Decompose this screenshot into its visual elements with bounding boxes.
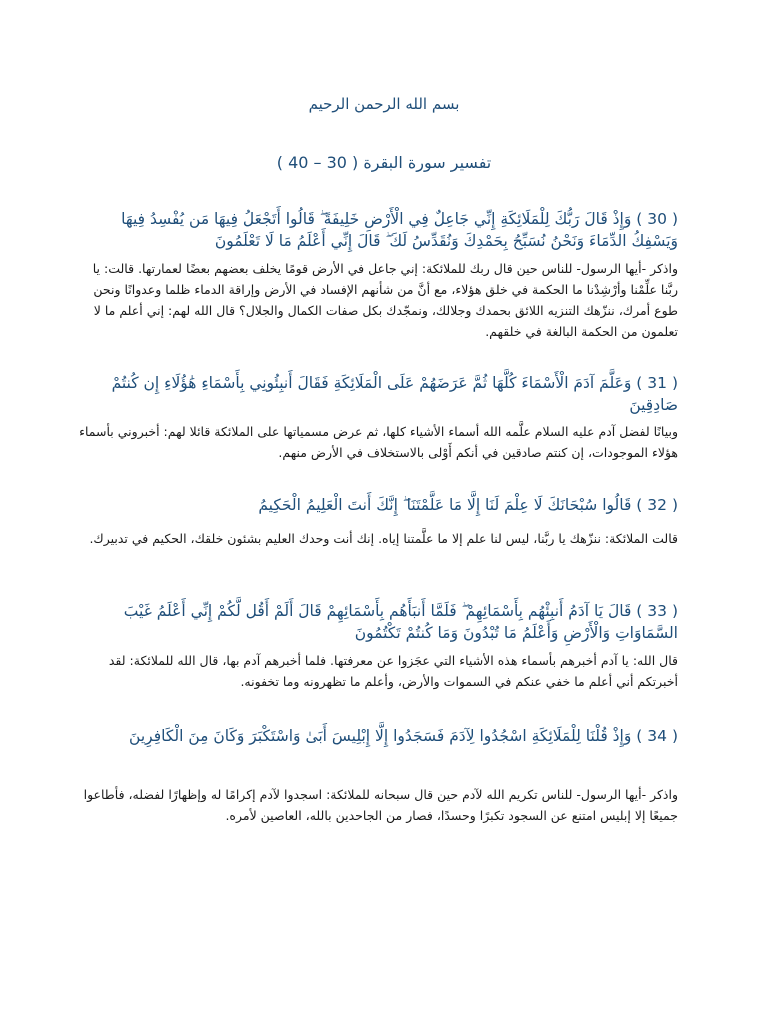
verse-text: وَإِذْ قُلْنَا لِلْمَلَائِكَةِ اسْجُدُوا لِآدَمَ فَسَجَدُوا إِلَّا إِبْلِيسَ أَبَىٰ وَاسْتَكْبَرَ وَكَانَ مِنَ الْكَافِرِينَ (129, 727, 632, 745)
verse-30 (78, 208, 678, 252)
page-title: تفسير سورة البقرة ( 30 – 40 ) (276, 153, 492, 172)
verse-text: قَالُوا سُبْحَانَكَ لَا عِلْمَ لَنَا إِلَّا مَا عَلَّمْتَنَا ۖ إِنَّكَ أَنتَ الْعَلِيمُ الْحَكِيمُ (258, 496, 632, 514)
verse-text: قَالَ يَا آدَمُ أَنبِئْهُم بِأَسْمَائِهِمْ ۖ فَلَمَّا أَنبَأَهُم بِأَسْمَائِهِمْ قَالَ أَلَمْ أَقُل لَّكُمْ إِنِّي أَعْلَمُ غَيْبَ السَّمَاوَاتِ وَالْأَرْضِ وَأَعْلَمُ مَا تُبْدُونَ وَمَا كُنتُمْ تَكْتُمُونَ (123, 602, 678, 642)
verse-number: ( 31 ) (636, 374, 678, 392)
verse-number: ( 33 ) (636, 602, 678, 620)
tafsir-32: قالت الملائكة: ننزّهك يا ربَّنا، ليس لنا علم إلا ما علَّمتنا إياه. إنك أنت وحدك العليم بشئون خلقك، الحكيم في تدبيرك. (89, 531, 678, 546)
verse-32 (78, 494, 678, 516)
tafsir-34: واذكر -أيها الرسول- للناس تكريم الله لآدم حين قال سبحانه للملائكة: اسجدوا لآدم إكرامًا له وإظهارًا لفضله، فأطاعوا جميعًا إلا إبليس امتنع عن السجود تكبرًا وحسدًا، فصار من الجاحدين بالله، العاصين لأمره. (83, 787, 678, 823)
verse-number: ( 30 ) (636, 210, 678, 228)
verse-34 (78, 725, 678, 747)
tafsir-30: واذكر -أيها الرسول- للناس حين قال ربك للملائكة: إني جاعل في الأرض قومًا يخلف بعضهم بعضًا لعمارتها. قالت: يا ربَّنا علِّمْنا وأرْشِدْنا ما الحكمة في خلق هؤلاء، مع أنَّ من شأنهم الإفساد في الأرض وإراقة الدماء ظلما وعدوانًا ونحن طوع أمرك، ننزّهك التنزيه اللائق بحمدك وجلالك، ونمجّدك بكل صفات الكمال والجلال؟ قال الله لهم: إني أعلم ما لا تعلمون من الحكمة البالغة في خلقهم. (92, 261, 678, 339)
tafsir-31: وبيانًا لفضل آدم عليه السلام علَّمه الله أسماء الأشياء كلها، ثم عرض مسمياتها على الملائكة قائلا لهم: أخبروني بأسماء هؤلاء الموجودات، إن كنتم صادقين في أنكم أَوْلى بالاستخلاف في الأرض منهم. (79, 424, 678, 460)
basmala: بسم الله الرحمن الرحيم (308, 95, 460, 113)
tafsir-33: قال الله: يا آدم أخبرهم بأسماء هذه الأشياء التي عجَزوا عن معرفتها. فلما أخبرهم آدم بها، قال الله للملائكة: لقد أخبرتكم أني أعلم ما خفي عنكم في السموات والأرض، وأعلم ما تظهرونه وما تخفونه. (108, 653, 678, 689)
verse-text: وَإِذْ قَالَ رَبُّكَ لِلْمَلَائِكَةِ إِنِّي جَاعِلٌ فِي الْأَرْضِ خَلِيفَةً ۖ قَالُوا أَتَجْعَلُ فِيهَا مَن يُفْسِدُ فِيهَا وَيَسْفِكُ الدِّمَاءَ وَنَحْنُ نُسَبِّحُ بِحَمْدِكَ وَنُقَدِّسُ لَكَ ۖ قَالَ إِنِّي أَعْلَمُ مَا لَا تَعْلَمُونَ (121, 210, 678, 250)
verse-text: وَعَلَّمَ آدَمَ الْأَسْمَاءَ كُلَّهَا ثُمَّ عَرَضَهُمْ عَلَى الْمَلَائِكَةِ فَقَالَ أَنبِئُونِي بِأَسْمَاءِ هَٰؤُلَاءِ إِن كُنتُمْ صَادِقِينَ (111, 374, 678, 414)
verse-33 (78, 600, 678, 644)
verse-number: ( 32 ) (636, 496, 678, 514)
verse-31 (78, 372, 678, 416)
verse-number: ( 34 ) (636, 727, 678, 745)
